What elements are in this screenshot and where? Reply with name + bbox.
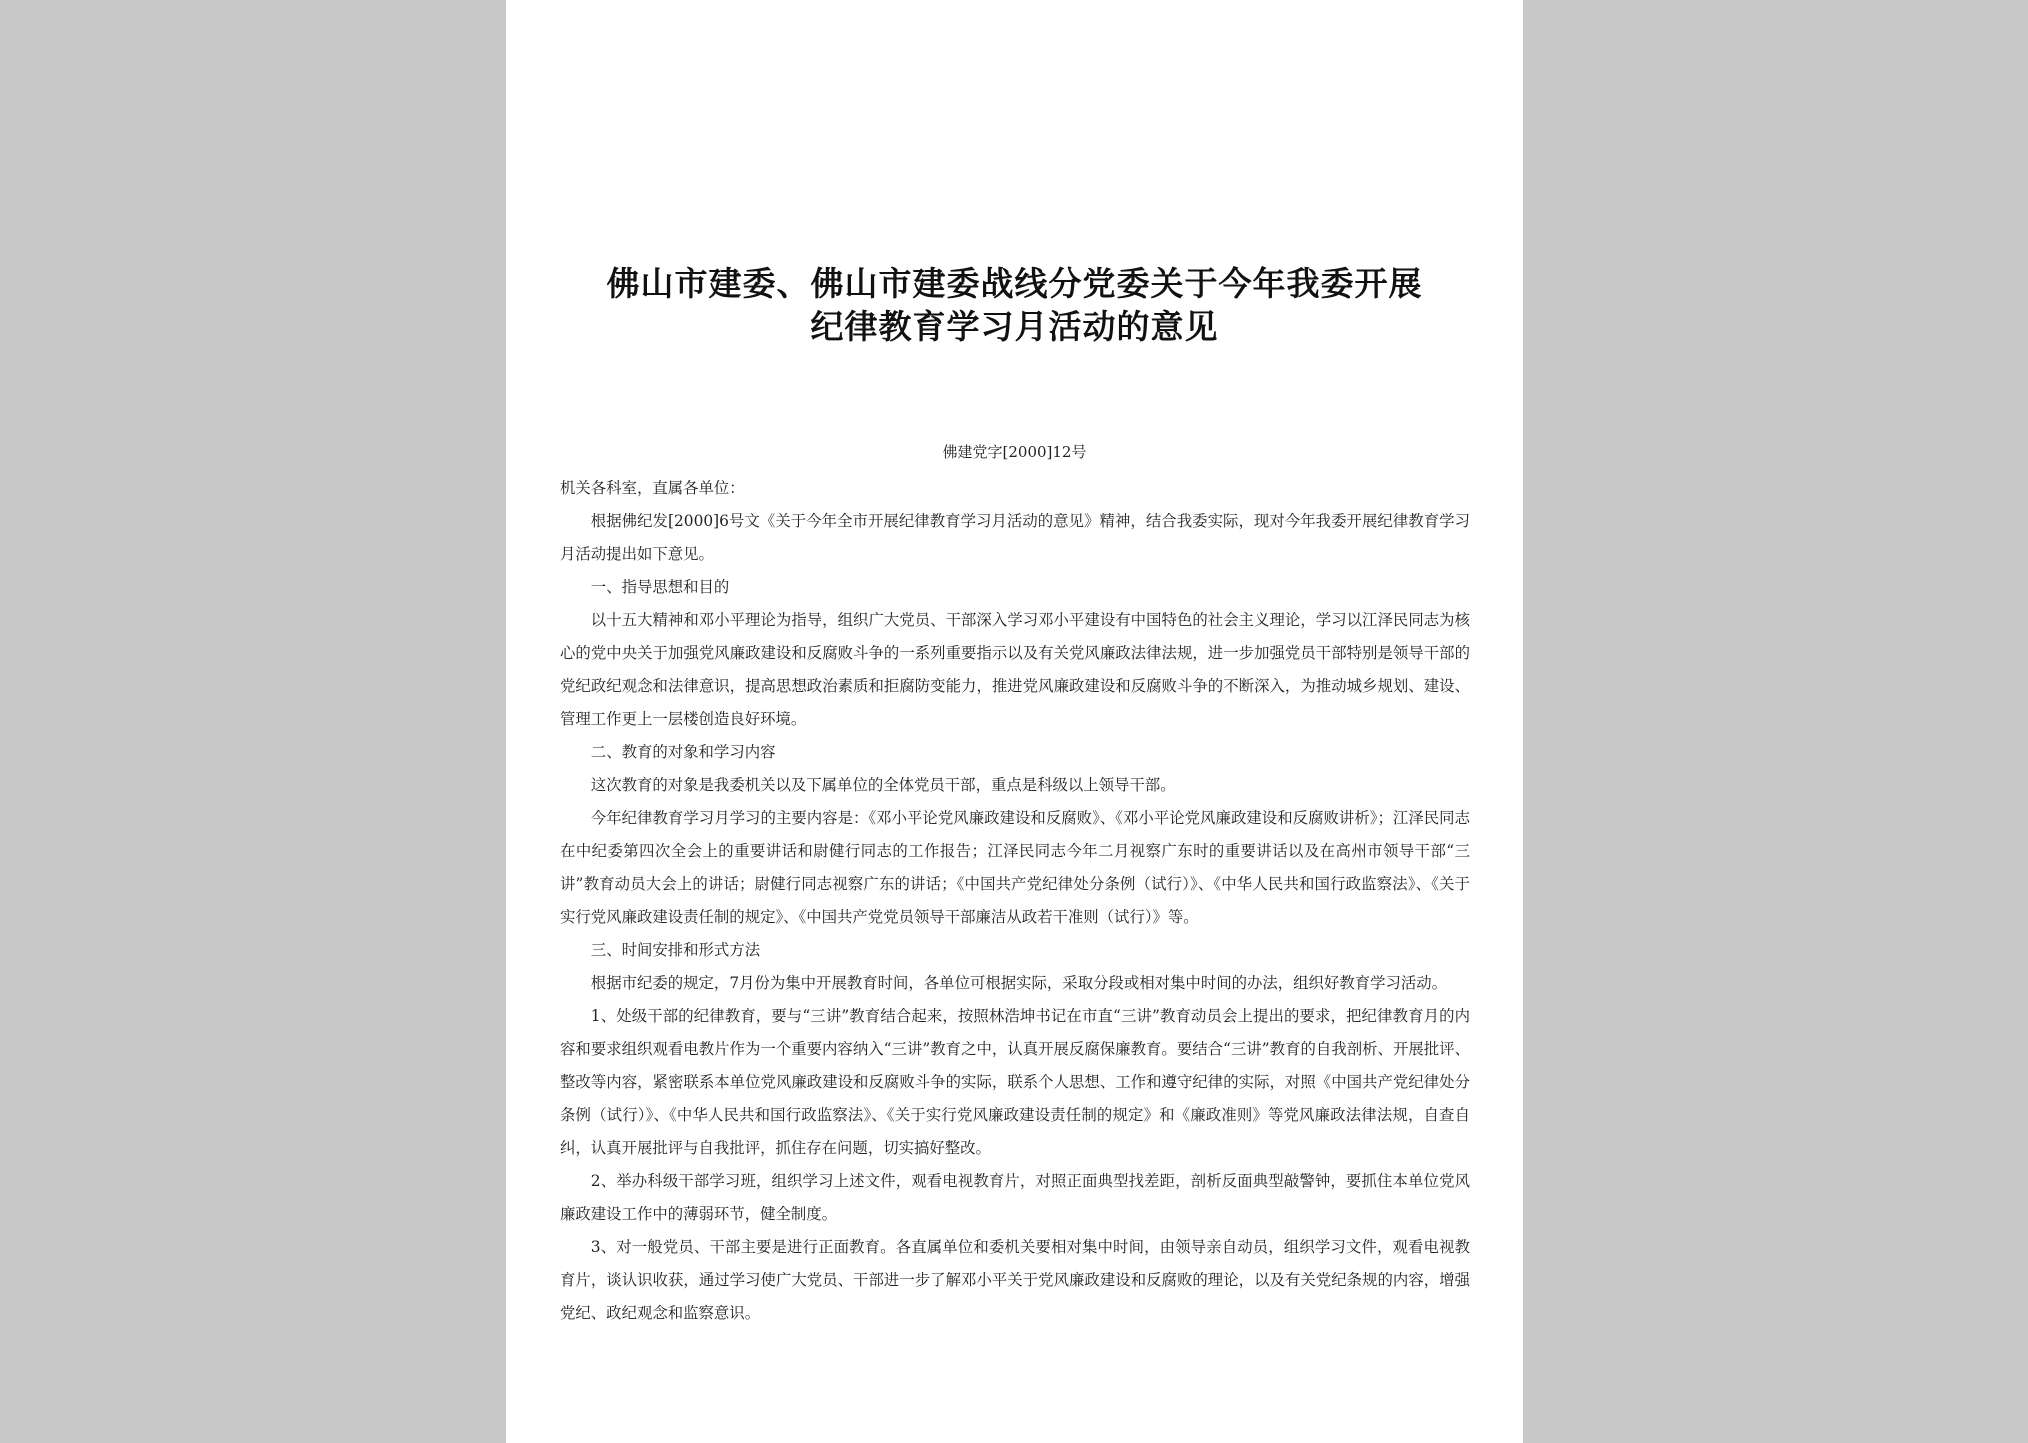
document-number: 佛建党字[2000]12号 [942,443,1087,461]
paragraph: 根据市纪委的规定，7月份为集中开展教育时间，各单位可根据实际，采取分段或相对集中时间的办法，组织好教育学习活动。 [590,974,1448,992]
document-title [506,262,1523,348]
paragraph: 根据佛纪发[2000]6号文《关于今年全市开展纪律教育学习月活动的意见》精神，结合我委实际，现对今年我委开展纪律教育学习月活动提出如下意见。 [560,512,1470,563]
paragraph: 今年纪律教育学习月学习的主要内容是：《邓小平论党风廉政建设和反腐败》、《邓小平论党风廉政建设和反腐败讲析》；江泽民同志在中纪委第四次全会上的重要讲话和尉健行同志的工作报告；江泽民同志今年二月视察广东时的重要讲话以及在高州市领导干部“三讲”教育动员大会上的讲话；尉健行同志视察广东的讲话；《中国共产党纪律处分条例（试行）》、《中华人民共和国行政监察法》、《关于实行党风廉政建设责任制的规定》、《中国共产党党员领导干部廉洁从政若干准则（试行）》等。 [560,809,1470,926]
paragraph: 2、举办科级干部学习班，组织学习上述文件，观看电视教育片，对照正面典型找差距，剖析反面典型敲警钟，要抓住本单位党风廉政建设工作中的薄弱环节，健全制度。 [560,1172,1470,1223]
salutation: 机关各科室，直属各单位： [560,479,745,497]
paragraph: 1、处级干部的纪律教育，要与“三讲”教育结合起来，按照林浩坤书记在市直“三讲”教育动员会上提出的要求，把纪律教育月的内容和要求组织观看电教片作为一个重要内容纳入“三讲”教育之中，认真开展反腐保廉教育。要结合“三讲”教育的自我剖析、开展批评、整改等内容，紧密联系本单位党风廉政建设和反腐败斗争的实际，联系个人思想、工作和遵守纪律的实际，对照《中国共产党纪律处分条例（试行）》、《中华人民共和国行政监察法》、《关于实行党风廉政建设责任制的规定》和《廉政准则》等党风廉政法律法规，自查自纠，认真开展批评与自我批评，抓住存在问题，切实搞好整改。 [560,1007,1470,1157]
document-body [560,472,1470,1330]
title-line-1: 佛山市建委、佛山市建委战线分党委关于今年我委开展 [606,264,1423,303]
paragraph: 3、对一般党员、干部主要是进行正面教育。各直属单位和委机关要相对集中时间，由领导亲自动员，组织学习文件，观看电视教育片，谈认识收获，通过学习使广大党员、干部进一步了解邓小平关于党风廉政建设和反腐败的理论，以及有关党纪条规的内容，增强党纪、政纪观念和监察意识。 [560,1238,1470,1322]
section-heading: 二、教育的对象和学习内容 [590,743,776,761]
paragraph: 这次教育的对象是我委机关以及下属单位的全体党员干部，重点是科级以上领导干部。 [590,776,1176,794]
title-line-2: 纪律教育学习月活动的意见 [810,307,1219,346]
section-heading: 一、指导思想和目的 [590,578,730,596]
document-page [506,0,1523,1443]
section-heading: 三、时间安排和形式方法 [590,941,761,959]
paragraph: 以十五大精神和邓小平理论为指导，组织广大党员、干部深入学习邓小平建设有中国特色的社会主义理论，学习以江泽民同志为核心的党中央关于加强党风廉政建设和反腐败斗争的一系列重要指示以及有关党风廉政法律法规，进一步加强党员干部特别是领导干部的党纪政纪观念和法律意识，提高思想政治素质和拒腐防变能力，推进党风廉政建设和反腐败斗争的不断深入，为推动城乡规划、建设、管理工作更上一层楼创造良好环境。 [560,611,1470,728]
